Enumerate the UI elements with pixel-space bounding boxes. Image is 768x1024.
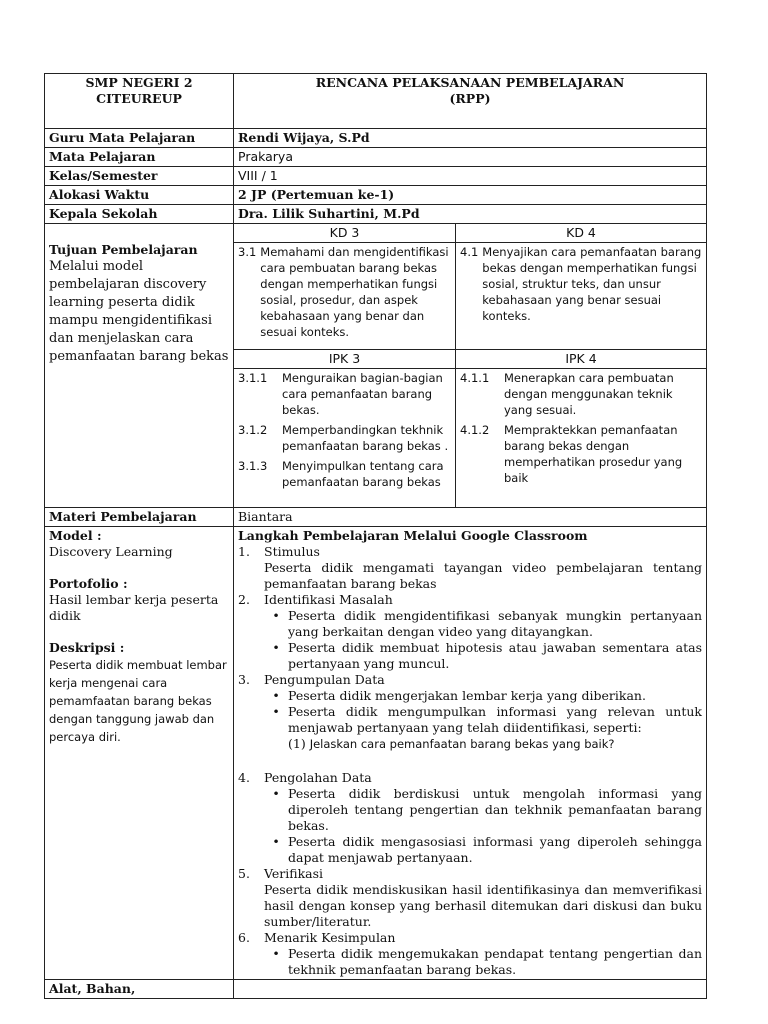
deskripsi-label: Deskripsi :: [49, 640, 125, 655]
step-identifikasi: 2. Identifikasi Masalah • Peserta didik mengidentifikasi sebanyak mungkin pertanyaan yang berkaitan dengan video yang ditayangkan. • Peserta didik membuat hipotesis atau jawaban sementara atas pertanyaan yang muncul.: [238, 592, 703, 671]
model-cell: [45, 527, 234, 980]
ipk3-content: [234, 369, 456, 508]
info-row: Kelas/Semester VIII / 1: [45, 167, 707, 186]
step-stimulus: 1. Stimulus Peserta didik mengamati tayangan video pembelajaran tentang pemanfaatan barang bekas: [238, 544, 703, 591]
tujuan-cell: [45, 224, 234, 508]
materi-value: Biantara: [234, 508, 707, 527]
bullet-icon: •: [272, 704, 280, 719]
school-name: SMP NEGERI 2 CITEUREUP: [45, 74, 234, 129]
ipk3-head: IPK 3: [234, 350, 456, 369]
bullet-icon: •: [272, 640, 280, 655]
sub-question: (1) Jelaskan cara pemanfaatan barang bekas yang baik?: [288, 736, 615, 751]
alat-label: Alat, Bahan,: [45, 980, 234, 999]
step-pengolahan: 4. Pengolahan Data • Peserta didik berdiskusi untuk mengolah informasi yang diperoleh tentang pengertian dan tekhnik pemanfaatan barang bekas. • Peserta didik mengasosiasi informasi yang diperoleh sehingga dapat menjawab pertanyaan.: [238, 770, 703, 865]
list-item: 3.1.3 Menyimpulkan tentang cara pemanfaatan barang bekas: [238, 459, 444, 489]
list-item: 4.1.1 Menerapkan cara pembuatan dengan menggunakan teknik yang sesuai.: [460, 371, 674, 417]
kd4-content: 4.1 Menyajikan cara pemanfaatan barang bekas dengan memperhatikan fungsi sosial, struktur teks, dan unsur kebahasaan yang benar sesuai konteks.: [456, 243, 707, 350]
portfolio-label: Portofolio :: [49, 576, 128, 591]
step-verifikasi: 5. Verifikasi Peserta didik mendiskusikan hasil identifikasinya dan memverifikasi hasil dengan konsep yang berhasil ditemukan dari diskusi dan buku sumber/literatur.: [238, 866, 703, 929]
info-row: Alokasi Waktu 2 JP (Pertemuan ke-1): [45, 186, 707, 205]
model-label: Model :: [49, 528, 102, 543]
info-row: Kepala Sekolah Dra. Lilik Suhartini, M.Pd: [45, 205, 707, 224]
bullet-icon: •: [272, 834, 280, 849]
kd4-head: KD 4: [456, 224, 707, 243]
bullet-icon: •: [272, 946, 280, 961]
bullet-icon: •: [272, 786, 280, 801]
bullet-icon: •: [272, 688, 280, 703]
ipk4-content: [456, 369, 707, 508]
info-row: Guru Mata Pelajaran Rendi Wijaya, S.Pd: [45, 129, 707, 148]
document-title: RENCANA PELAKSANAAN PEMBELAJARAN (RPP): [234, 74, 707, 129]
step-kesimpulan: 6. Menarik Kesimpulan • Peserta didik mengemukakan pendapat tentang pengertian dan tekhnik pemanfaatan barang bekas.: [238, 930, 703, 977]
materi-label: Materi Pembelajaran: [45, 508, 234, 527]
deskripsi-value: Peserta didik membuat lembar kerja mengenai cara pemamfaatan barang bekas dengan tanggung jawab dan percaya diri.: [49, 658, 227, 744]
langkah-title: Langkah Pembelajaran Melalui Google Classroom: [238, 528, 588, 543]
rpp-table: [44, 73, 707, 999]
ipk4-head: IPK 4: [456, 350, 707, 369]
tujuan-label: Tujuan Pembelajaran: [49, 242, 198, 257]
langkah-cell: [234, 527, 707, 980]
info-row: Mata Pelajaran Prakarya: [45, 148, 707, 167]
kd3-content: 3.1 Memahami dan mengidentifikasi cara pembuatan barang bekas dengan memperhatikan fungsi sosial, prosedur, dan aspek kebahasaan yang benar dan sesuai konteks.: [234, 243, 456, 350]
model-value: Discovery Learning: [49, 544, 173, 559]
list-item: 3.1.2 Memperbandingkan tekhnik pemanfaatan barang bekas .: [238, 423, 449, 453]
alat-value: [234, 980, 707, 999]
kd3-head: KD 3: [234, 224, 456, 243]
portfolio-value: Hasil lembar kerja peserta didik: [49, 592, 219, 623]
list-item: 4.1.2 Mempraktekkan pemanfaatan barang bekas dengan memperhatikan prosedur yang baik: [460, 423, 683, 485]
tujuan-text: Melalui model pembelajaran discovery learning peserta didik mampu mengidentifikasi dan menjelaskan cara pemanfaatan barang bekas: [49, 259, 229, 364]
bullet-icon: •: [272, 608, 280, 623]
list-item: 3.1.1 Menguraikan bagian-bagian cara pemanfaatan barang bekas.: [238, 371, 443, 417]
step-pengumpulan: 3. Pengumpulan Data • Peserta didik mengerjakan lembar kerja yang diberikan. • Peserta didik mengumpulkan informasi yang relevan untuk menjawab pertanyaan yang telah diidentifikasi, seperti: (1) Jelaskan cara pemanfaatan barang bekas yang baik?: [238, 672, 703, 751]
